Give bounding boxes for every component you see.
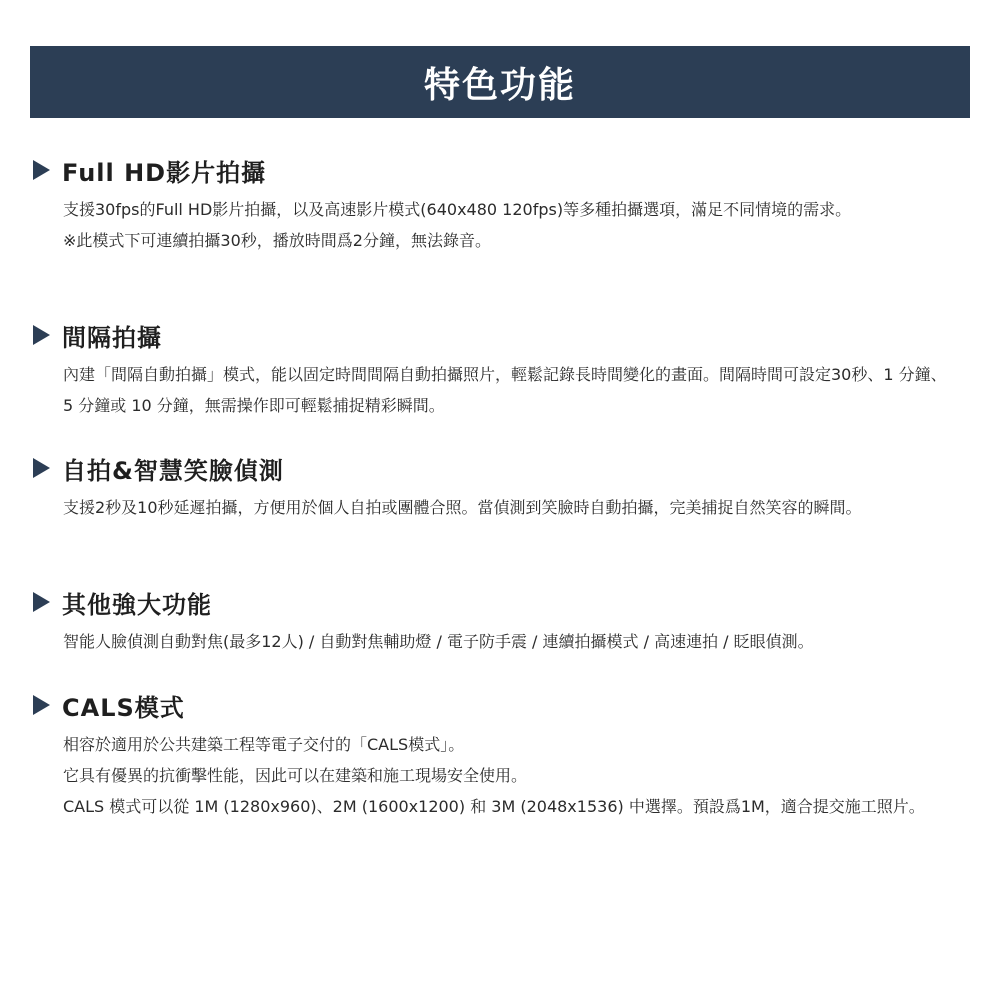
section-body: [63, 359, 953, 421]
section-title: 其他強大功能: [62, 590, 212, 619]
section-title: 自拍&智慧笑臉偵測: [62, 456, 284, 485]
triangle-bullet-icon: [33, 592, 50, 612]
section-heading: [30, 685, 970, 725]
section-title: 間隔拍攝: [62, 323, 162, 352]
section-paragraph: 支援30fps的Full HD影片拍攝，以及高速影片模式(640x480 120fps)等多種拍攝選項，滿足不同情境的需求。: [63, 200, 852, 219]
section-paragraph: 相容於適用於公共建築工程等電子交付的「CALS模式」。: [63, 735, 465, 754]
section-paragraph: 它具有優異的抗衝擊性能，因此可以在建築和施工現場安全使用。: [63, 766, 528, 785]
section-paragraph: CALS 模式可以從 1M (1280x960)、2M (1600x1200) 和 3M (2048x1536) 中選擇。預設爲1M，適合提交施工照片。: [63, 797, 925, 816]
section-note: ※此模式下可連續拍攝30秒，播放時間爲2分鐘，無法錄音。: [63, 231, 491, 250]
section-title: Full HD影片拍攝: [62, 158, 267, 187]
section-body: [63, 729, 953, 822]
section-other-features: [30, 582, 970, 657]
section-body: [63, 492, 953, 523]
triangle-bullet-icon: [33, 458, 50, 478]
section-body: [63, 626, 953, 657]
header-bar: [30, 46, 970, 118]
triangle-bullet-icon: [33, 695, 50, 715]
section-heading: [30, 150, 970, 190]
section-body: [63, 194, 953, 256]
triangle-bullet-icon: [33, 160, 50, 180]
section-paragraph: 內建「間隔自動拍攝」模式，能以固定時間間隔自動拍攝照片，輕鬆記錄長時間變化的畫面。間隔時間可設定30秒、1 分鐘、5 分鐘或 10 分鐘，無需操作即可輕鬆捕捉精彩瞬間。: [63, 365, 947, 415]
section-full-hd: [30, 150, 970, 256]
section-cals: [30, 685, 970, 822]
section-selfie: [30, 448, 970, 523]
section-heading: [30, 315, 970, 355]
section-title: CALS模式: [62, 693, 185, 722]
section-paragraph: 智能人臉偵測自動對焦(最多12人) / 自動對焦輔助燈 / 電子防手震 / 連續拍攝模式 / 高速連拍 / 眨眼偵測。: [63, 632, 814, 651]
page-title: 特色功能: [423, 64, 576, 106]
section-paragraph: 支援2秒及10秒延遲拍攝，方便用於個人自拍或團體合照。當偵測到笑臉時自動拍攝，完美捕捉自然笑容的瞬間。: [63, 498, 862, 517]
section-interval: [30, 315, 970, 421]
section-heading: [30, 582, 970, 622]
triangle-bullet-icon: [33, 325, 50, 345]
section-heading: [30, 448, 970, 488]
